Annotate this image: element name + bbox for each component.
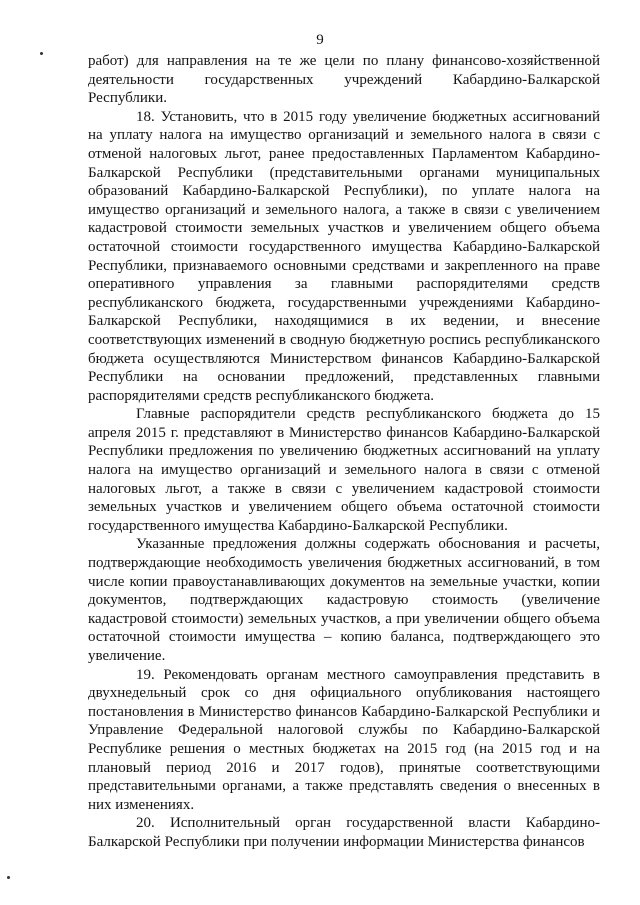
document-body [88,52,600,852]
paragraph-item-19: 19. Рекомендовать органам местного самоуправления представить в двухнедельный срок со дня официального опубликования настоящего постановления в Министерство финансов Кабардино-Балкарской Республики и Управление Федеральной налоговой службы по Кабардино-Балкарской Республике решения о местных бюджетах на 2015 год (на 2015 год и на плановый период 2016 и 2017 годов), принятые соответствующими представительными органами, а также представлять сведения о внесенных в них изменениях. [88,666,600,813]
paragraph-item-20: 20. Исполнительный орган государственной власти Кабардино-Балкарской Республики при получении информации Министерства финансов [88,815,600,850]
paragraph-continuation: работ) для направления на те же цели по плану финансово-хозяйственной деятельности государственных учреждений Кабардино-Балкарской Республики. [88,53,600,107]
page-number: 9 [316,32,324,48]
paragraph-proposals-requirements: Указанные предложения должны содержать обоснования и расчеты, подтверждающие необходимость увеличения бюджетных ассигнований, в том числе копии правоустанавливающих документов на земельные участки, копии документов, подтверждающих кадастровую стоимость (увеличение кадастровой стоимости) земельных участков, а при увеличении общего объема остаточной стоимости имущества – копию баланса, подтверждающего это увеличение. [88,536,600,664]
scan-speck [7,876,10,879]
paragraph-main-administrators: Главные распорядители средств республиканского бюджета до 15 апреля 2015 г. представляют в Министерство финансов Кабардино-Балкарской Республики предложения по увеличению бюджетных ассигнований на уплату налога на имущество организаций и земельного налога в связи с отменой налоговых льгот, а также в связи с увеличением кадастровой стоимости земельных участков и увеличением общего объема остаточной стоимости государственного имущества Кабардино-Балкарской Республики. [88,406,600,534]
paragraph-item-18: 18. Установить, что в 2015 году увеличение бюджетных ассигнований на уплату налога на имущество организаций и земельного налога в связи с отменой налоговых льгот, ранее предоставленных Парламентом Кабардино-Балкарской Республики (представительными органами муниципальных образований Кабардино-Балкарской Республики), по уплате налога на имущество организаций и земельного налога, а также в связи с увеличением кадастровой стоимости земельных участков и увеличением общего объема остаточной стоимости государственного имущества Кабардино-Балкарской Республики, признаваемого основными средствами и закрепленного на праве оперативного управления за главными распорядителями средств республиканского бюджета, государственными учреждениями Кабардино-Балкарской Республики, находящимися в их ведении, и внесение соответствующих изменений в сводную бюджетную роспись республиканского бюджета осуществляются Министерством финансов Кабардино-Балкарской Республики на основании предложений, представленных главными распорядителями средств республиканского бюджета. [88,108,600,404]
scan-speck [40,52,43,55]
